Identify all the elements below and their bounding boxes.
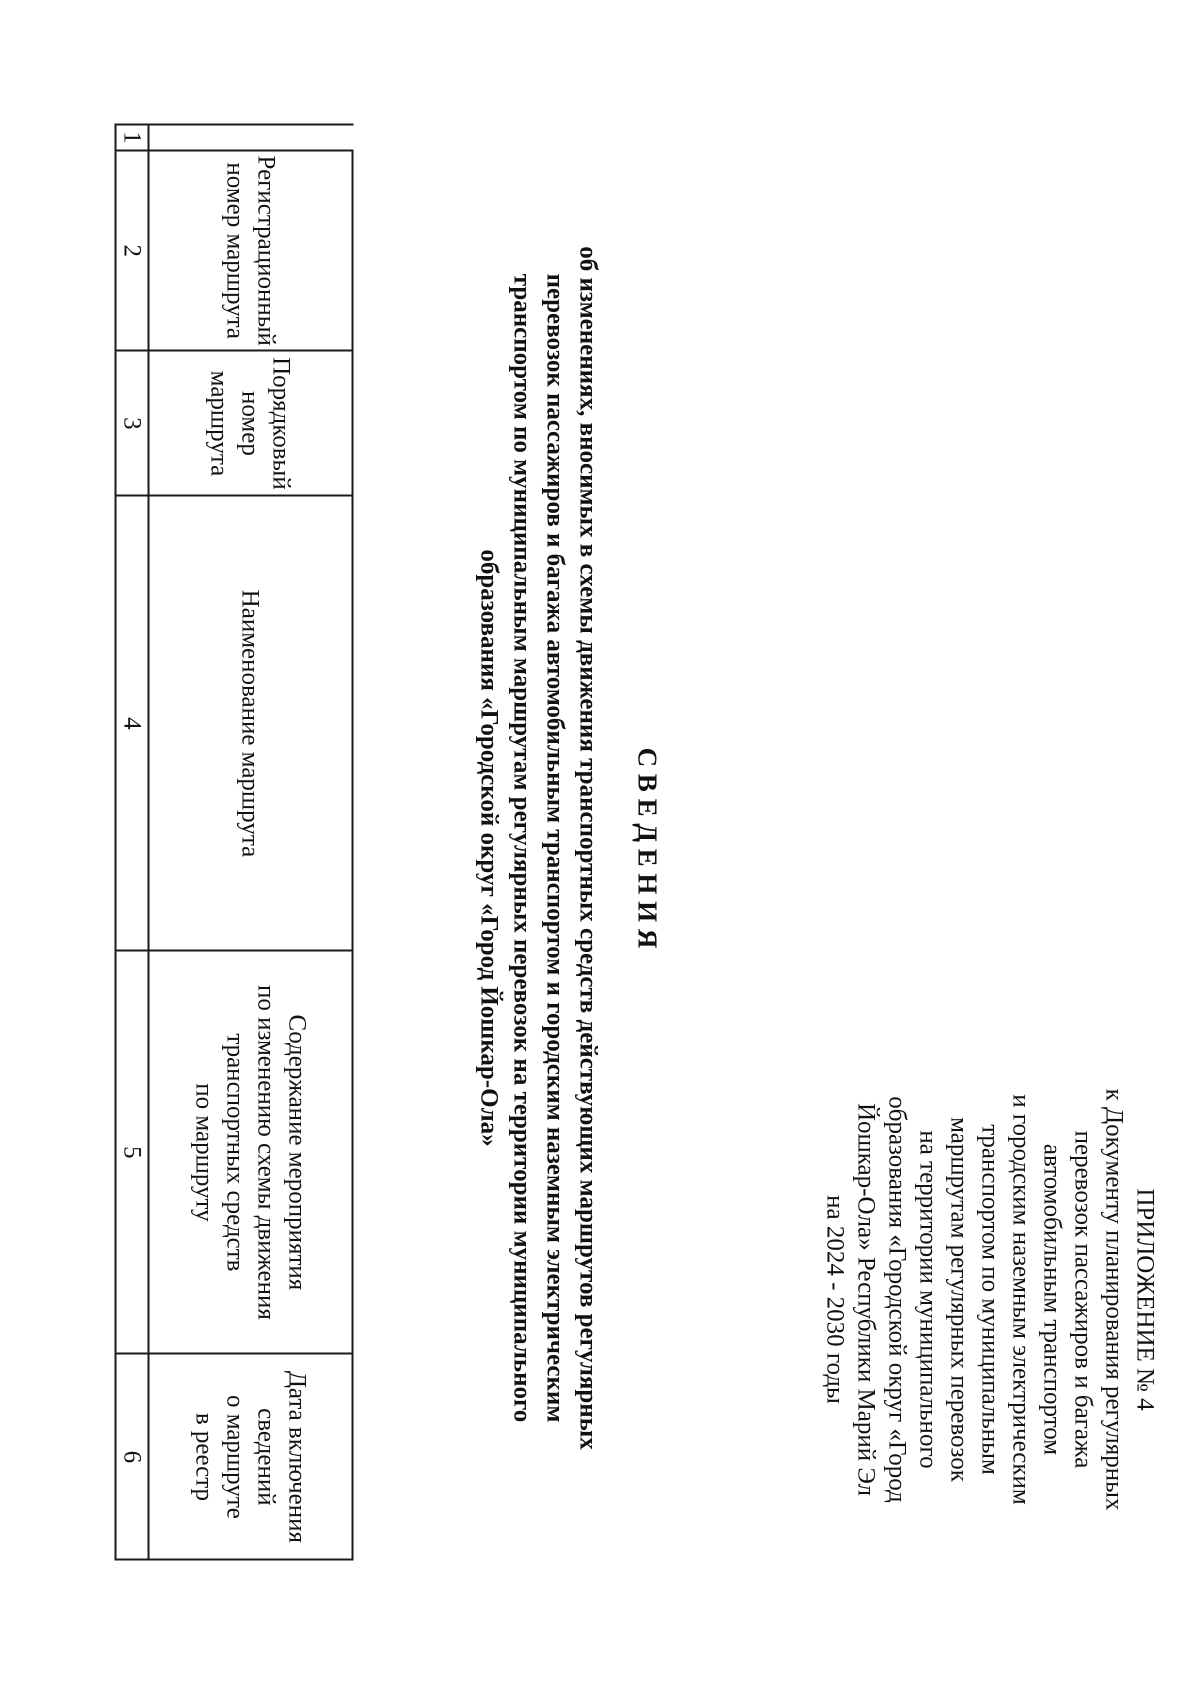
header-cell-serial-number: Порядковый номер маршрута [149, 351, 353, 496]
appendix-line: Йошкар-Ола» Республики Марий Эл [852, 1102, 880, 1497]
appendix-line: на 2024 - 2030 годы [821, 1195, 849, 1404]
column-number: 3 [116, 351, 149, 496]
header-cell-route-name: Наименование маршрута [149, 496, 353, 951]
subtitle-line: образования «Городской округ «Город Йошкар-Ола» [475, 549, 503, 1147]
routes-table [115, 124, 354, 1561]
document-subtitle [473, 100, 605, 1597]
subtitle-line: транспортом по муниципальным маршрутам регулярных перевозок на территории муниципального [508, 273, 536, 1423]
appendix-line: к Документу планирования регулярных [1100, 1088, 1128, 1511]
column-number-row [116, 125, 149, 1560]
header-cell-registry-date: Дата включения сведений о маршруте в реестр [149, 1354, 353, 1560]
column-number: 2 [116, 151, 149, 351]
document-title: С В Е Д Е Н И Я [632, 747, 663, 949]
appendix-line: образования «Городской округ «Город [883, 1096, 911, 1503]
subtitle-line: перевозок пассажиров и багажа автомобильным транспортом и городским наземным электрическим [541, 273, 569, 1423]
rotated-page [1, 0, 1200, 1697]
table-header-row [149, 125, 353, 1560]
header-cell-change-content: Содержание мероприятия по изменению схемы движения транспортных средств по маршруту [149, 951, 353, 1354]
subtitle-line: об изменениях, вносимых в схемы движения транспортных средств действующих маршрутов регулярных [574, 246, 602, 1450]
appendix-line: и городским наземным электрическим [1007, 1094, 1035, 1505]
column-number: 4 [116, 496, 149, 951]
column-number: 1 [116, 125, 149, 151]
appendix-line: перевозок пассажиров и багажа [1069, 1130, 1097, 1469]
column-number: 6 [116, 1354, 149, 1560]
column-number: 5 [116, 951, 149, 1354]
appendix-line: на территории муниципального [914, 1130, 942, 1469]
appendix-line: автомобильным транспортом [1038, 1143, 1066, 1456]
appendix-note [820, 1040, 1161, 1560]
appendix-title: ПРИЛОЖЕНИЕ № 4 [1131, 1188, 1159, 1411]
appendix-line: транспортом по муниципальным [976, 1124, 1004, 1475]
header-cell-1 [149, 125, 353, 151]
header-cell-registration-number: Регистрационный номер маршрута [149, 151, 353, 351]
appendix-line: маршрутам регулярных перевозок [945, 1117, 973, 1482]
